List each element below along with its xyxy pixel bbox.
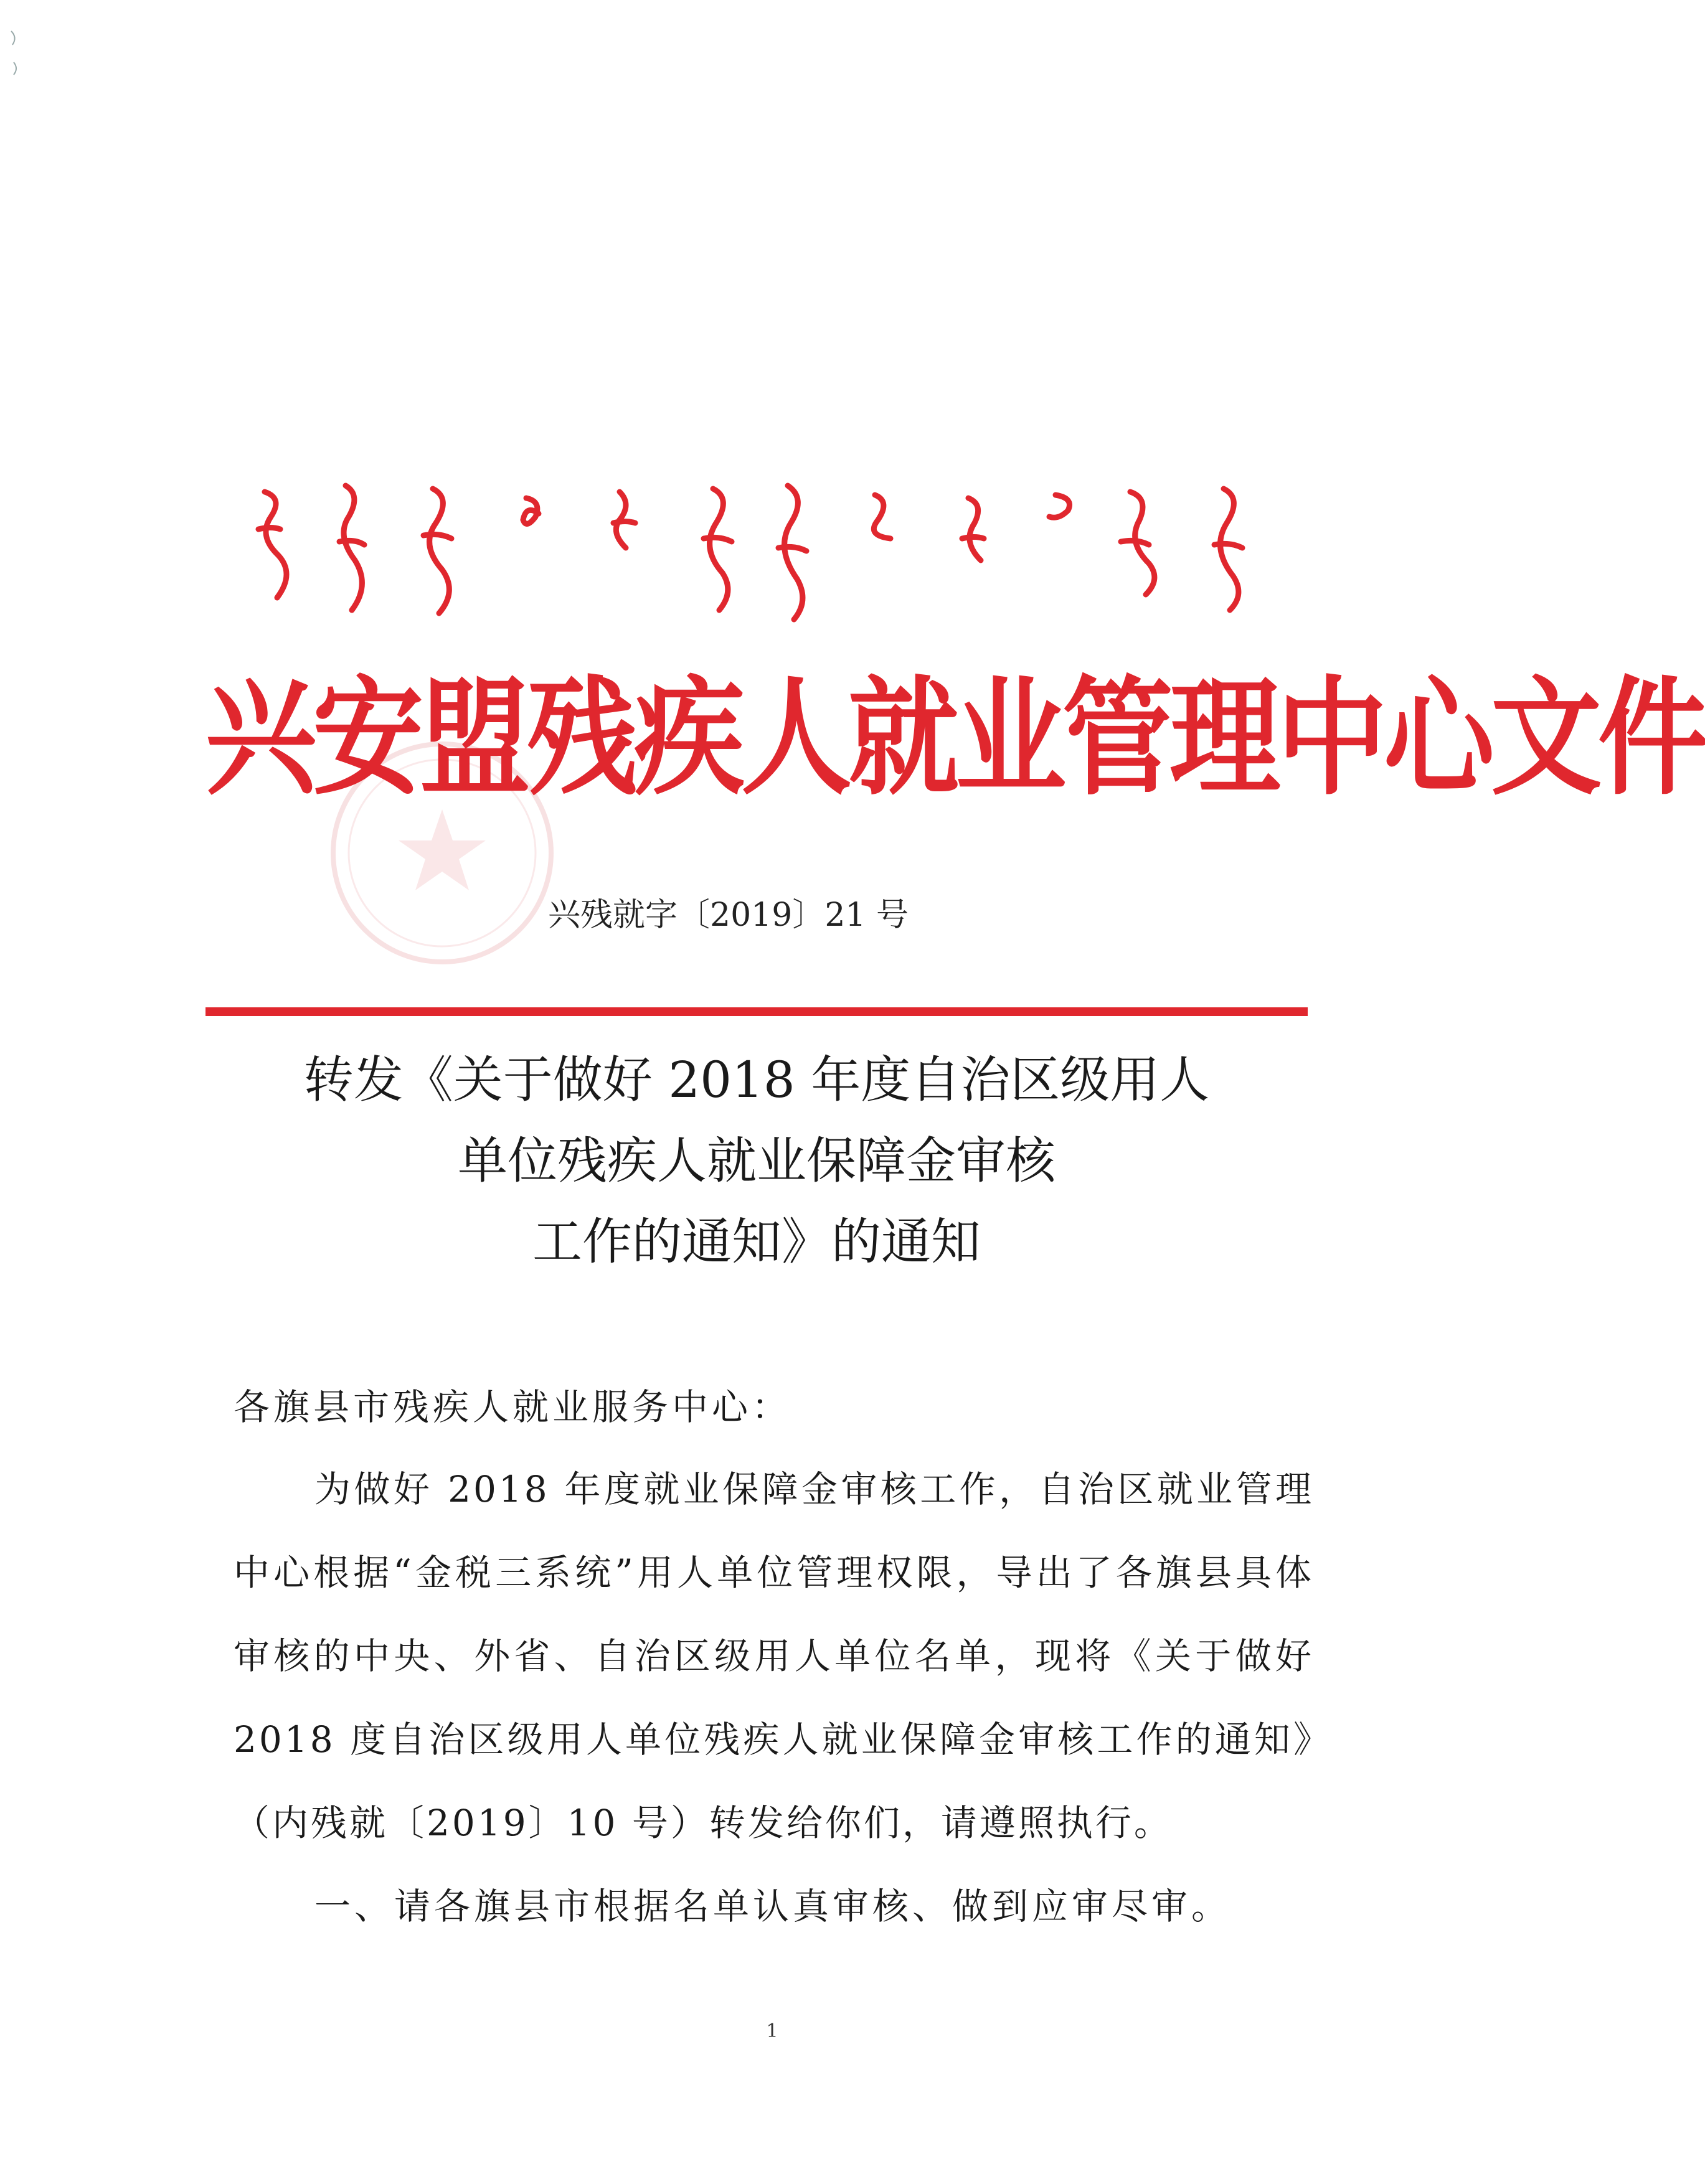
document-body: [234, 1367, 1314, 1948]
document-number: 兴残就字〔2019〕21 号: [548, 897, 909, 934]
subject-line-2: 单位残疾人就业保障金审核: [458, 1132, 1056, 1190]
salutation: 各旗县市残疾人就业服务中心：: [234, 1386, 792, 1428]
scan-artifact-mark: [5, 25, 30, 100]
subject-line-3: 工作的通知》的通知: [532, 1213, 981, 1271]
document-subject: [205, 1040, 1308, 1283]
mongolian-title-lettering: [252, 479, 1261, 623]
subject-line-1: 转发《关于做好 2018 年度自治区级用人: [303, 1051, 1210, 1109]
document-header-title: 兴安盟残疾人就业管理中心文件: [205, 662, 1705, 812]
page-number: 1: [766, 2020, 778, 2042]
red-header-rule: [205, 1007, 1308, 1016]
list-item: 一、请各旗县市根据名单认真审核、做到应审尽审。: [314, 1885, 1232, 1927]
body-paragraph: 为做好 2018 年度就业保障金审核工作，自治区就业管理中心根据“金税三系统”用人单位管理权限，导出了各旗县具体审核的中央、外省、自治区级用人单位名单，现将《关于做好 2018 度自治区级用人单位残疾人就业保障金审核工作的通知》（内残就〔2019〕10 号）转发给你们，请遵照执行。: [234, 1468, 1314, 1844]
